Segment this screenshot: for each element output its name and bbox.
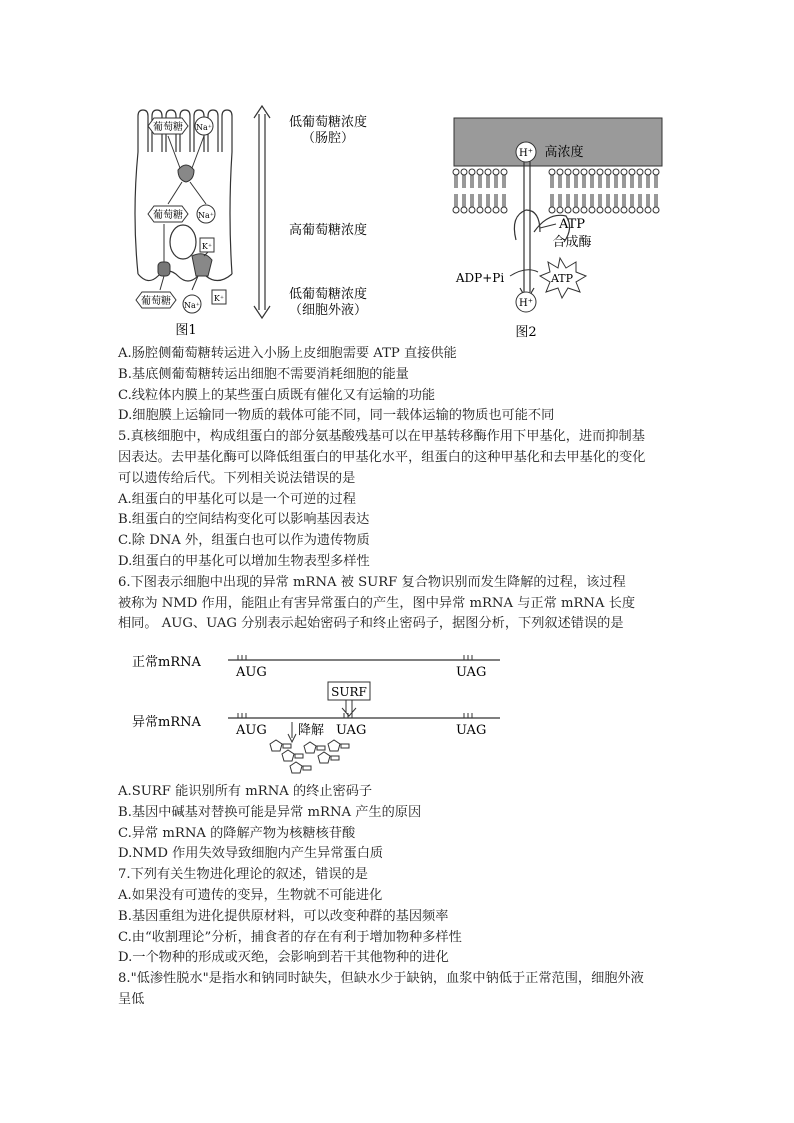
- na-label-bottom: Na⁺: [184, 301, 200, 310]
- lipid-tail: [607, 175, 609, 188]
- lipid-tail: [639, 175, 641, 188]
- lipid-tail: [559, 194, 561, 207]
- text-line: C.由“收割理论”分析，捕食者的存在有利于增加物种多样性: [118, 929, 462, 945]
- na-label-mid: Na⁺: [198, 211, 214, 220]
- lipid-head: [645, 169, 651, 175]
- glucose-label-mid: 葡萄糖: [153, 210, 183, 221]
- h-ion-bottom: H⁺: [519, 298, 533, 309]
- text-line: A.肠腔侧葡萄糖转运进入小肠上皮细胞需要 ATP 直接供能: [118, 346, 457, 361]
- text-line: 5.真核细胞中，构成组蛋白的部分氨基酸残基可以在甲基转移酶作用下甲基化，进而抑制基: [118, 429, 645, 445]
- text-line: D.细胞膜上运输同一物质的载体可能不同，同一载体运输的物质也可能不同: [118, 408, 555, 424]
- abnormal-uag-2: UAG: [456, 723, 487, 738]
- lipid-bilayer: [453, 169, 659, 213]
- k-label-mid: K⁺: [201, 242, 213, 251]
- lipid-tail: [631, 175, 633, 188]
- lipid-tail: [599, 175, 601, 188]
- h-ion-top: H⁺: [519, 148, 533, 159]
- lipid-head: [629, 169, 635, 175]
- lipid-tail: [655, 194, 657, 207]
- lipid-tail: [567, 194, 569, 207]
- normal-aug: AUG: [236, 665, 267, 680]
- lipid-tail: [455, 175, 457, 188]
- lipid-head: [637, 169, 643, 175]
- degrade-label: 降解: [298, 723, 325, 738]
- lipid-tail: [471, 194, 473, 207]
- lipid-tail: [495, 175, 497, 188]
- text-line: 因表达。去甲基化酶可以降低组蛋白的甲基化水平，组蛋白的这种甲基化和去甲基化的变化: [118, 450, 646, 465]
- atp-product: ATP: [550, 272, 574, 285]
- atp-synthase-1: ATP: [558, 217, 586, 232]
- lipid-head: [557, 207, 563, 213]
- lipid-tail: [583, 175, 585, 188]
- k-label-bottom: K⁺: [213, 294, 225, 303]
- low-glucose-lumen: 低葡萄糖浓度: [288, 115, 368, 130]
- lipid-head: [605, 169, 611, 175]
- lipid-head: [581, 207, 587, 213]
- lipid-tail: [487, 194, 489, 207]
- lipid-tail: [471, 175, 473, 188]
- lipid-tail: [647, 194, 649, 207]
- lipid-head: [557, 169, 563, 175]
- text-line: B.基底侧葡萄糖转运出细胞不需要消耗细胞的能量: [118, 366, 409, 382]
- text-line: 被称为 NMD 作用，能阻止有害异常蛋白的产生，图中异常 mRNA 与正常 mRNA 长度: [118, 595, 636, 611]
- lipid-tail: [639, 194, 641, 207]
- text-line: B.基因中碱基对替换可能是异常 mRNA 产生的原因: [118, 804, 422, 820]
- lipid-head: [629, 207, 635, 213]
- lipid-head: [621, 207, 627, 213]
- atp-synthase-2: 合成酶: [552, 235, 592, 250]
- lipid-head: [613, 207, 619, 213]
- high-concentration: 高浓度: [544, 145, 584, 160]
- lipid-tail: [559, 175, 561, 188]
- lipid-head: [501, 207, 507, 213]
- figure-1: [128, 104, 388, 340]
- text-line: 呈低: [118, 992, 145, 1007]
- text-line: C.除 DNA 外，组蛋白也可以作为遗传物质: [118, 533, 370, 549]
- lipid-head: [573, 169, 579, 175]
- low-glucose-ext: 低葡萄糖浓度: [288, 287, 368, 302]
- lipid-tail: [503, 175, 505, 188]
- lipid-head: [477, 169, 483, 175]
- lipid-tail: [495, 194, 497, 207]
- lipid-head: [453, 169, 459, 175]
- lipid-head: [613, 169, 619, 175]
- abnormal-mrna-label: 异常mRNA: [132, 715, 201, 730]
- abnormal-uag-1: UAG: [336, 723, 367, 738]
- lipid-head: [589, 207, 595, 213]
- lipid-tail: [615, 194, 617, 207]
- na-label-top: Na⁺: [196, 123, 212, 132]
- lipid-tail: [463, 175, 465, 188]
- lipid-tail: [551, 194, 553, 207]
- lipid-head: [597, 169, 603, 175]
- normal-uag: UAG: [456, 665, 487, 680]
- lipid-tail: [591, 194, 593, 207]
- lipid-tail: [575, 175, 577, 188]
- lipid-tail: [551, 175, 553, 188]
- lipid-tail: [631, 194, 633, 207]
- lipid-head: [653, 207, 659, 213]
- glucose-label-top: 葡萄糖: [153, 122, 183, 133]
- lipid-head: [653, 169, 659, 175]
- lipid-tail: [479, 194, 481, 207]
- lipid-tail: [655, 175, 657, 188]
- text-line: A.SURF 能识别所有 mRNA 的终止密码子: [118, 784, 373, 799]
- adp-pi: ADP+Pi: [455, 271, 505, 285]
- text-line: B.组蛋白的空间结构变化可以影响基因表达: [118, 512, 370, 528]
- text-line: 8."低渗性脱水"是指水和钠同时缺失，但缺水少于缺钠，血浆中钠低于正常范围，细胞外液: [118, 971, 644, 987]
- figure-3-mrna: [132, 652, 512, 782]
- lipid-tail: [575, 194, 577, 207]
- lipid-tail: [487, 175, 489, 188]
- lipid-head: [469, 169, 475, 175]
- lipid-head: [485, 169, 491, 175]
- lipid-tail: [503, 194, 505, 207]
- lipid-head: [485, 207, 491, 213]
- lumen-label: （肠腔）: [301, 131, 355, 146]
- lipid-head: [549, 207, 555, 213]
- lipid-tail: [479, 175, 481, 188]
- surf-label: SURF: [331, 685, 367, 699]
- lipid-head: [493, 169, 499, 175]
- lipid-tail: [607, 194, 609, 207]
- lipid-tail: [455, 194, 457, 207]
- text-line: C.异常 mRNA 的降解产物为核糖核苷酸: [118, 825, 356, 841]
- lipid-head: [589, 169, 595, 175]
- glucose-label-bottom: 葡萄糖: [141, 296, 171, 307]
- figure-2: [440, 112, 680, 340]
- lipid-head: [461, 169, 467, 175]
- text-line: 7.下列有关生物进化理论的叙述，错误的是: [118, 867, 368, 883]
- high-glucose: 高葡萄糖浓度: [288, 223, 368, 238]
- text-line: A.组蛋白的甲基化可以是一个可逆的过程: [118, 491, 356, 507]
- lipid-head: [469, 207, 475, 213]
- lipid-head: [605, 207, 611, 213]
- lipid-head: [573, 207, 579, 213]
- text-line: A.如果没有可遗传的变异，生物就不可能进化: [118, 888, 383, 903]
- lipid-tail: [623, 175, 625, 188]
- lipid-tail: [623, 194, 625, 207]
- lipid-head: [453, 207, 459, 213]
- lipid-head: [493, 207, 499, 213]
- text-line: 6.下图表示细胞中出现的异常 mRNA 被 SURF 复合物识别而发生降解的过程，该过程: [118, 574, 626, 590]
- lipid-head: [461, 207, 467, 213]
- text-line: C.线粒体内膜上的某些蛋白质既有催化又有运输的功能: [118, 387, 436, 403]
- normal-mrna-label: 正常mRNA: [132, 655, 201, 670]
- lipid-tail: [567, 175, 569, 188]
- lipid-head: [597, 207, 603, 213]
- text-line: D.一个物种的形成或灭绝，会影响到若干其他物种的进化: [118, 950, 449, 966]
- lipid-head: [621, 169, 627, 175]
- ext-label: （细胞外液）: [288, 303, 368, 318]
- lipid-head: [565, 169, 571, 175]
- lipid-head: [477, 207, 483, 213]
- lipid-tail: [647, 175, 649, 188]
- lipid-head: [501, 169, 507, 175]
- text-line: D.组蛋白的甲基化可以增加生物表型多样性: [118, 554, 370, 569]
- lipid-head: [565, 207, 571, 213]
- text-line: 相同。 AUG、UAG 分别表示起始密码子和终止密码子，据图分析，下列叙述错误的是: [118, 616, 624, 632]
- text-line: 可以遗传给后代。下列相关说法错误的是: [118, 470, 356, 486]
- text-line: B.基因重组为进化提供原材料，可以改变种群的基因频率: [118, 908, 449, 924]
- lipid-tail: [599, 194, 601, 207]
- lipid-head: [637, 207, 643, 213]
- text-line: D.NMD 作用失效导致细胞内产生异常蛋白质: [118, 846, 384, 862]
- abnormal-aug: AUG: [236, 723, 267, 738]
- lipid-tail: [463, 194, 465, 207]
- figure-1-caption: 图1: [175, 323, 197, 338]
- lipid-head: [581, 169, 587, 175]
- lipid-head: [645, 207, 651, 213]
- lipid-tail: [615, 175, 617, 188]
- lipid-tail: [591, 175, 593, 188]
- lipid-tail: [583, 194, 585, 207]
- lipid-head: [549, 169, 555, 175]
- figure-2-caption: 图2: [515, 325, 537, 340]
